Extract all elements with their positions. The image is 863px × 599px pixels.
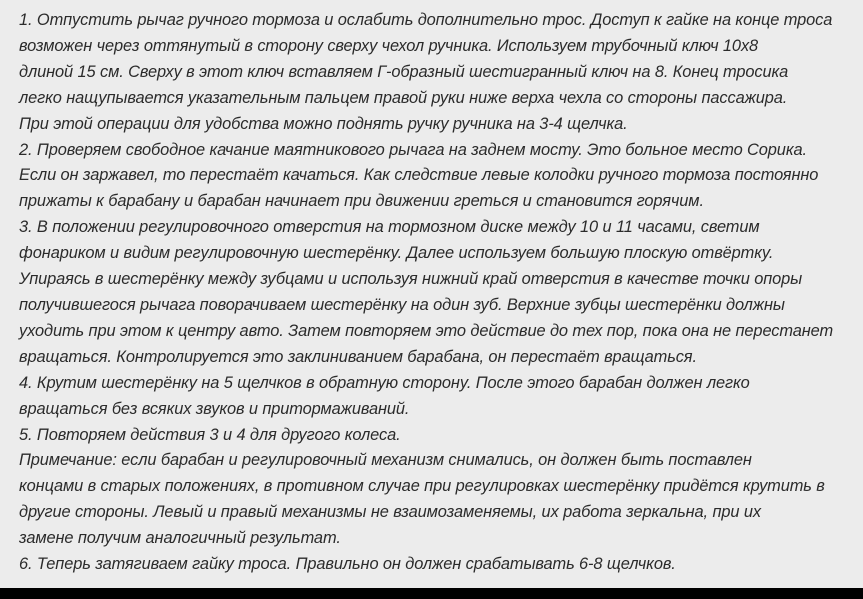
text-line: прижаты к барабану и барабан начинает при движении греться и становится горячим.	[19, 192, 704, 211]
text-line: Упираясь в шестерёнку между зубцами и используя нижний край отверстия в качестве точки опоры	[19, 270, 803, 289]
text-line: фонариком и видим регулировочную шестерёнку. Далее используем большую плоскую отвёртку.	[19, 244, 774, 263]
text-line: возможен через оттянутый в сторону сверху чехол ручника. Используем трубочный ключ 10х8	[19, 36, 759, 55]
text-line: При этой операции для удобства можно поднять ручку ручника на 3-4 щелчка.	[19, 114, 628, 133]
text-line-step-5: 5. Повторяем действия 3 и 4 для другого колеса.	[19, 425, 401, 444]
text-line-step-3: 3. В положении регулировочного отверстия на тормозном диске между 10 и 11 часами, светим	[19, 218, 760, 237]
text-line: уходить при этом к центру авто. Затем повторяем это действие до тех пор, пока она не перестанет	[19, 321, 834, 340]
text-line: замене получим аналогичный результат.	[19, 529, 341, 548]
text-line-note: Примечание: если барабан и регулировочный механизм снимались, он должен быть поставлен	[19, 451, 752, 470]
text-line: получившегося рычага поворачиваем шестерёнку на один зуб. Верхние зубцы шестерёнки должны	[19, 295, 785, 314]
text-line: Если он заржавел, то перестаёт качаться. Как следствие левые колодки ручного тормоза постоянно	[19, 166, 819, 185]
text-line-step-4: 4. Крутим шестерёнку на 5 щелчков в обратную сторону. После этого барабан должен легко	[19, 373, 750, 392]
text-line-step-2: 2. Проверяем свободное качание маятникового рычага на заднем мосту. Это больное место Сорика.	[19, 140, 807, 159]
bottom-border	[0, 588, 863, 599]
text-line: вращаться без всяких звуков и притормаживаний.	[19, 399, 410, 418]
text-line-step-6: 6. Теперь затягиваем гайку троса. Правильно он должен срабатывать 6-8 щелчков.	[19, 555, 676, 574]
text-line: концами в старых положениях, в противном случае при регулировках шестерёнку придётся крутить в	[19, 477, 825, 496]
text-line: длиной 15 см. Сверху в этот ключ вставляем Г-образный шестигранный ключ на 8. Конец тросика	[19, 62, 789, 81]
text-line: вращаться. Контролируется это заклиниванием барабана, он перестаёт вращаться.	[19, 347, 697, 366]
text-line: другие стороны. Левый и правый механизмы не взаимозаменяемы, их работа зеркальна, при их	[19, 503, 761, 522]
text-line-step-1: 1. Отпустить рычаг ручного тормоза и ослабить дополнительно трос. Доступ к гайке на конце троса	[19, 11, 833, 29]
text-line: легко нащупывается указательным пальцем правой руки ниже верха чехла со стороны пассажира.	[19, 88, 788, 107]
